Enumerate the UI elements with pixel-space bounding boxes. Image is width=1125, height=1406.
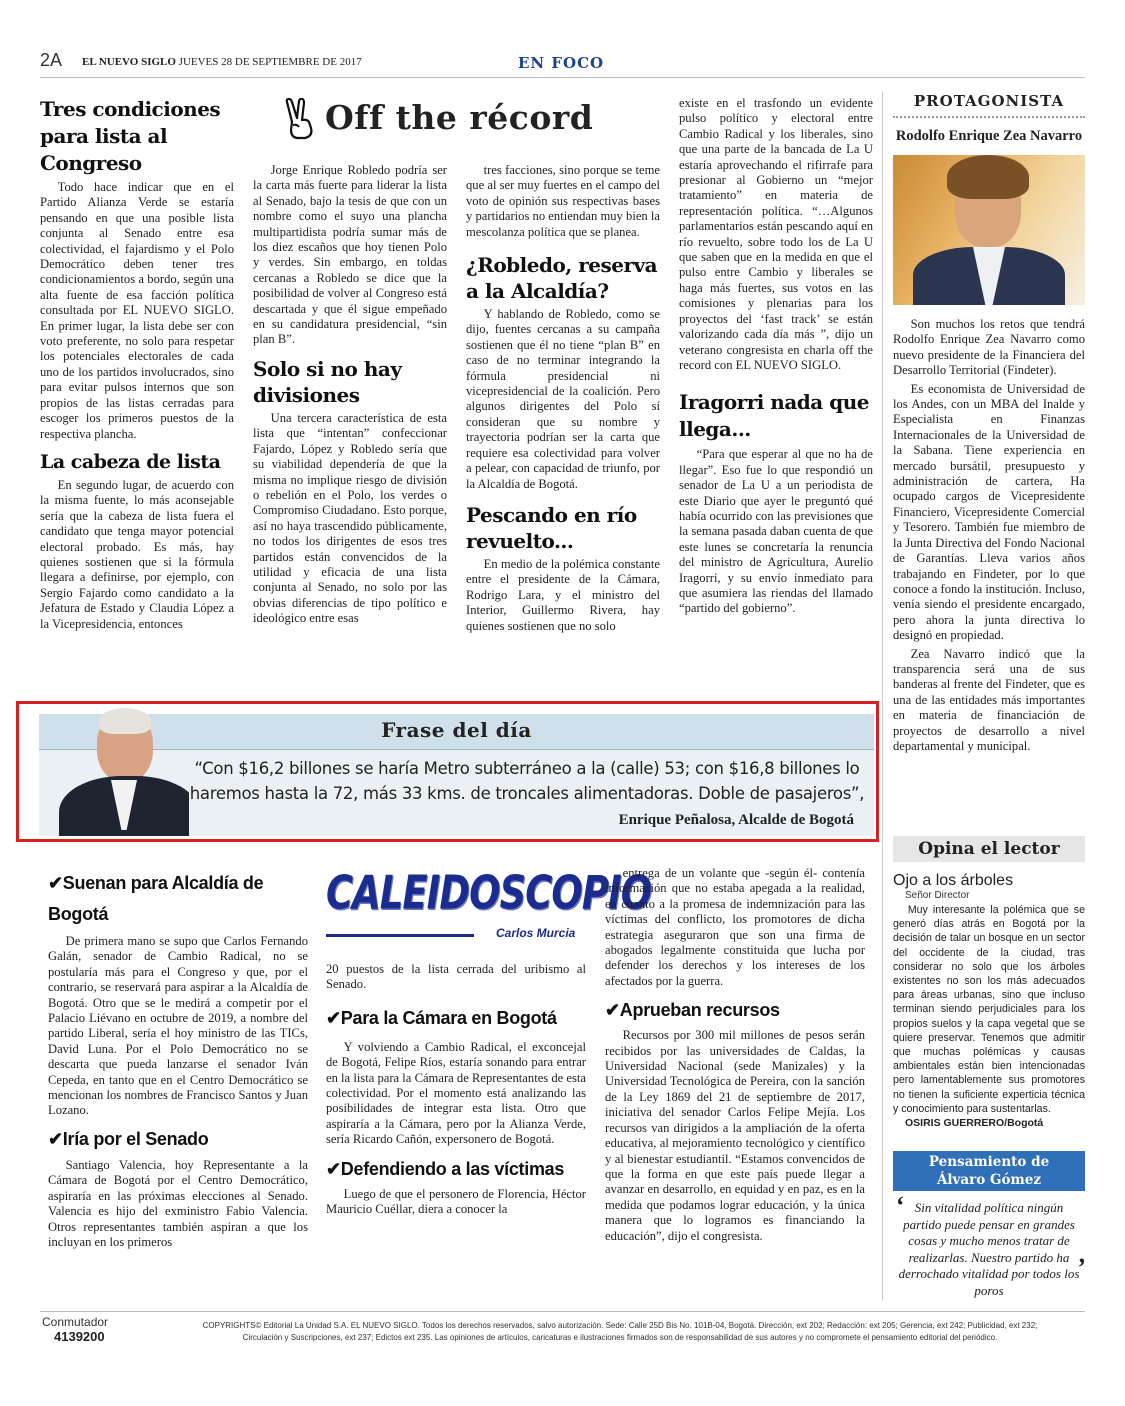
body-text: En segundo lugar, de acuerdo con la misma fuente, lo más aconsejable sería que la cabeza de lista fuera el candidato que tenga mayor potencial electoral probado. Es más, hay quienes sostienen que si la fórmula llegara a definirse, por ejemplo, con Sergio Fajardo como candidato a la Jefatura de Estado y Claudia López a la Vicepresidencia, entonces (40, 477, 234, 631)
opina-label: Opina el lector (893, 836, 1085, 862)
letter-salutation: Señor Director (905, 890, 970, 901)
switchboard: Conmutador 4139200 (42, 1315, 109, 1344)
page-header (40, 48, 1085, 78)
body-text: Son muchos los retos que tendrá Rodolfo Enrique Zea Navarro como nuevo presidente de la Financiera del Desarrollo Territorial (Findeter). (893, 317, 1085, 378)
off-the-record-title: Off the récord (283, 96, 673, 146)
body-text: Jorge Enrique Robledo podría ser la carta más fuerte para liderar la lista al Senado, bajo la tesis de que con un nombre como el suyo una plancha multipartidista podría sumar más de los diez escaños que hoy tienen Polo y verdes. Sin embargo, en toldas cercanas a Robledo se dice que la posibilidad de volver al Congreso está descartada y que él sigue empeñado en su candidatura presidencial, “sin plan B”. (253, 163, 447, 347)
frase-del-dia-box (16, 701, 879, 842)
headline-suenan: ✔Suenan para Alcaldía de Bogotá (48, 873, 264, 924)
page-number: 2A (40, 50, 63, 70)
body-text: Una tercera característica de esta lista que “intentan” confeccionar Fajardo, López y Robledo sería que su viabilidad dependería de que la misma no implique riesgo de división o rebelión en el Polo, los verdes o Compromiso Ciudadano. Esto porque, así no haya trascendido públicamente, no todos los dirigentes de esos tres partidos están convencidos de la utilidad y eficacia de una lista conjunta al Senado, no solo por las obvias diferencias de tipo político e ideológico entre esas (253, 410, 447, 626)
frase-author: Enrique Peñalosa, Alcalde de Bogotá (618, 812, 854, 828)
caleido-column-1 (48, 868, 308, 1250)
headline-defendiendo: ✔Defendiendo a las víctimas (326, 1158, 565, 1179)
body-text: 20 puestos de la lista cerrada del uribismo al Senado. (326, 962, 586, 992)
frase-title: Frase del día (381, 718, 532, 742)
body-text: Luego de que el personero de Florencia, Héctor Mauricio Cuéllar, diera a conocer la (326, 1186, 586, 1217)
check-icon: ✔ (48, 873, 63, 893)
protagonista-box (893, 92, 1085, 754)
headline-pescando: Pescando en río revuelto... (466, 502, 637, 553)
letter-body: Muy interesante la polémica que se generó días atrás en Bogotá por la decisión de talar un bosque en un sector del occidente de la ciudad, tras considerar no solo que los árboles existentes no son los más adecuados para áreas urbanas, sino que incluso terminan siendo perjudiciales para los propios suelos y la capa vegetal que se quiere preservar. Tenemos que admitir que muchas polémicas y causas ambientales están bien intencionadas pero lamentablemente sus promotores no tienen la suficiente experticia técnica y conocimiento para sustentarlas. (893, 904, 1085, 1115)
headline-robledo: ¿Robledo, reserva a la Alcaldía? (466, 253, 658, 304)
protagonista-label: PROTAGONISTA (893, 92, 1085, 118)
pensamiento-header: Pensamiento de Álvaro Gómez (893, 1151, 1085, 1191)
body-text: Es economista de Universidad de los Andes, con un MBA del Inalde y Especialista en Finanzas Internacionales de la Universidad de la Sabana. Tiene experiencia en mercado bursátil, presupuesto y administración de cartera, Ha ocupado cargos de Vicepresidente Financiero, Vicepresidente Comercial y Tesorero. También fue miembro de la Junta Directiva del Fondo Nacional de Garantías. Lleva varios años trabajando en Findeter, por lo que conoce a fondo la institución. Incluso, venía siendo el presidente encargado, pero ahora la junta directiva lo designó en propiedad. (893, 381, 1086, 643)
opina-lector-box (893, 836, 1085, 1129)
letter-title: Ojo a los árboles (893, 872, 1014, 889)
columnist: Carlos Murcia (496, 926, 576, 940)
check-icon: ✔ (605, 1000, 620, 1021)
body-text: Recursos por 300 mil millones de pesos serán recibidos por las universidades de Caldas, la Universidad Nacional (sede Manizales) y la Universidad Tecnológica de Pereira, con la sanción de la Ley 1869 del 21 de septiembre de 2017, iniciativa del senador Carlos Felipe Mejía. Los recursos van dirigidos a la ampliación de la oferta educativa, al mejoramiento tecnológico y científico y al bienestar estudiantil. “Estamos convencidos de que la forma en que este país puede llegar a avanzar en desarrollo, en equidad y en paz, es en la medida que podamos lograr educación, y la única manera que lo logramos es financiando la educación”, dijo el congresista. (605, 1028, 865, 1243)
pensamiento-quote: ‘ Sin vitalidad política ningún partido puede pensar en grandes cosas y mucho menos tratar de realizarlas. Nuestro partido ha derrochado vitalidad por todos los poros ’ (895, 1191, 1085, 1298)
caleido-column-3 (605, 866, 865, 1244)
headline-tres-condiciones: Tres condiciones para lista al Congreso (40, 97, 221, 175)
body-text: existe en el trasfondo un evidente pulso político y electoral entre Cambio Radical y los liberales, sino que una parte de la bancada de La U estaría aprovechando el rifirrafe para presionar al Gobierno un “mejor tratamiento” en materia de representación política. “…Algunos parlamentarios están pescando aquí en río revuelto, sobre todo los de La U que saben que en la medida en que el pulso entre Cambio y liberales se haga más fuertes, sus votos en las comisiones y plenarias para los proyectos del ‘fast track’ se están valorizando cada día más ”, dijo un veterano congresista en charla off the record con EL NUEVO SIGLO. (679, 96, 873, 372)
headline-camara: ✔Para la Cámara en Bogotá (326, 1007, 557, 1028)
section-name: EN FOCO (518, 54, 605, 72)
body-text: Todo hace indicar que en el Partido Alianza Verde se estaría pensando en que una posible lista conjunta al Senado entre esa colectividad, el fajardismo y el Polo Democrático deben tener tres condicionamientos a bordo, según una alta fuente de esa facción política consultada por EL NUEVO SIGLO. En primer lugar, la lista debe ser con voto preferente, no solo para respetar los potenciales electorales de cada uno de los partidos involucrados, sino para evitar pulsos internos que son propios de las listas cerradas para escoger los primeros puestos de la respectiva plancha. (40, 180, 234, 441)
body-text: Y hablando de Robledo, como se dijo, fuentes cercanas a su campaña sostienen que él no tiene “plan B” en caso de no terminar integrando la fórmula presidencial ni vicepresidencial de la coalición. Pero algunos dirigentes del Polo sí consideran que su nombre y trayectoria podrían ser la carta que requiere esa colectividad para volver a pelear, con capacidad de triunfo, por la Alcaldía de Bogotá. (466, 307, 660, 491)
body-text: Y volviendo a Cambio Radical, el exconcejal de Bogotá, Felipe Ríos, estaría sonando para entrar en la lista para la Cámara de Representantes de esta colectividad. Por el momento está analizando las posibilidades de integrar esta lista. Otro que aspiraría a la Cámara, pero por la Alianza Verde, sería Ricardo Cañón, expersonero de Bogotá. (326, 1039, 586, 1147)
footer-rule (40, 1311, 1085, 1312)
check-icon: ✔ (48, 1128, 63, 1149)
headline-aprueban: ✔Aprueban recursos (605, 1000, 780, 1021)
headline-solo-si: Solo si no hay divisiones (253, 356, 402, 407)
protagonista-name: Rodolfo Enrique Zea Navarro (895, 128, 1083, 144)
headline-cabeza-lista: La cabeza de lista (40, 450, 221, 473)
column-divider (882, 92, 883, 1300)
column-4 (679, 96, 873, 617)
headline-iria: ✔Iría por el Senado (48, 1128, 209, 1149)
body-text: tres facciones, sino porque se teme que al ser muy fuertes en el campo del voto de opinión sus respectivas bases y partidarios no entiendan muy bien la mescolanza política que se planea. (466, 163, 660, 239)
body-text: Zea Navarro indicó que la transparencia será una de sus banderas al frente del Findeter, que es una de las entidades más importantes en materia de financiación de proyectos de desarrollo a nivel departamental y municipal. (893, 646, 1085, 753)
letter-signature: OSIRIS GUERRERO/Bogotá (905, 1117, 1044, 1130)
body-text: De primera mano se supo que Carlos Fernando Galán, senador de Cambio Radical, no se postularía más para el Congreso y que, por el contrario, se reservará para aspirar a la Alcaldía de Bogotá. Otro que se le medirá a competir por el Palacio Liévano en octubre de 2019, a nombre del partido Liberal, sería el hoy ministro de las TICs, David Luna. Por el Polo Democrático no se descarta que pueda lanzarse el senador Iván Cepeda, en tanto que en el Centro Democrático se mencionan los nombres de Francisco Santos y Juan Lozano. (48, 934, 308, 1118)
caleidoscopio-logo: CALEIDOSCOPIO Carlos Murcia (326, 866, 652, 940)
footer-copyright: COPYRIGHTS© Editorial La Unidad S.A. EL NUEVO SIGLO. Todos los derechos reservados, salvo autorización. Sede: Calle 25D Bis No. 101B-04, Bogotá. Dirección, ext 202; Redacción: ext 205; Gerencia, ext 242; Publicidad, ext 232; Circulación y Suscripciones, ext 237; Edictos ext 235. Las opiniones de artículos, caricaturas e ilustraciones firmados son de responsabilidad de sus autores y no compromete el pensamiento editorial del periódico. (202, 1321, 1038, 1342)
headline-iragorri: Iragorri nada que llega... (679, 390, 869, 442)
caleido-column-2 (326, 962, 586, 1217)
check-icon: ✔ (326, 1007, 341, 1028)
victory-hand-icon (283, 98, 317, 140)
body-text: entrega de un volante que -según él- contenía información que no estaba apegada a la realidad, en cuanto a la promesa de indemnización para las víctimas del conflicto, los promotores de dicha estrategia aseguraron que son una firma de abogados legalmente constituida que lucha por defender los derechos y los intereses de los afectados por la guerra. (605, 866, 865, 988)
masthead: EL NUEVO SIGLO JUEVES 28 DE SEPTIEMBRE DE 2017 (82, 56, 362, 68)
body-text: En medio de la polémica constante entre el presidente de la Cámara, Rodrigo Lara, y el ministro del Interior, Guillermo Rivera, hay quienes sostienen que no solo (466, 556, 660, 633)
penalosa-photo (39, 704, 189, 836)
frase-quote: “Con $16,2 billones se haría Metro subterráneo a la (calle) 53; con $16,8 billones lo haremos hasta la 72, más 33 kms. de troncales alimentadoras. Doble de pasajeros”, (189, 759, 865, 803)
column-1 (40, 96, 234, 632)
body-text: Santiago Valencia, hoy Representante a la Cámara de Bogotá por el Centro Democrático, aspiraría en las próximas elecciones al Senado. Valencia es hijo del exministro Fabio Valencia. Otros representantes también aspiran a que los incluyan en los primeros (48, 1157, 308, 1249)
column-3 (466, 163, 660, 634)
column-2 (253, 163, 447, 627)
protagonista-photo (893, 155, 1085, 305)
check-icon: ✔ (326, 1158, 341, 1179)
body-text: “Para que esperar al que no ha de llegar”. Eso fue lo que respondió un senador de La U a un periodista de este Diario que ayer le preguntó qué había ocurrido con las previsiones que la semana pasada daban cuenta de que este lunes se concretaría la renuncia del ministro de Agricultura, Aurelio Iragorri, y su envío inmediato para que asumiera las riendas del llamado “partido del gobierno”. (679, 447, 873, 616)
